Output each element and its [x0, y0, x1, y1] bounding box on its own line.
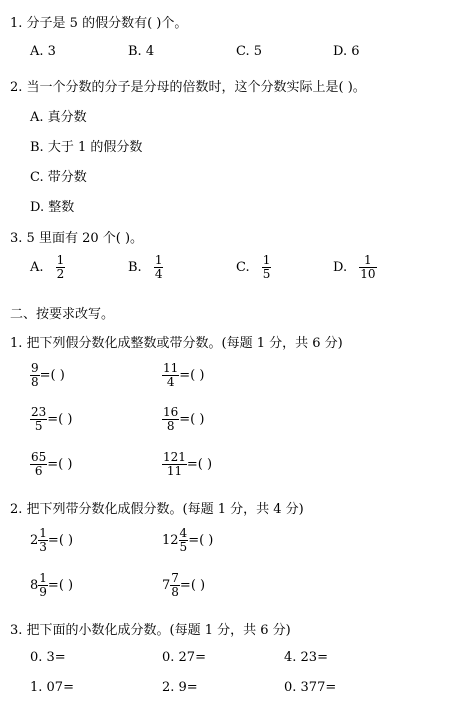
- numerator: 1: [39, 571, 47, 585]
- question-3-stem: 3. 5 里面有 20 个( )。: [10, 231, 144, 246]
- q1-option-b: B. 4: [128, 44, 155, 59]
- q3-option-b: [128, 254, 163, 281]
- p1-item-6: [162, 451, 212, 478]
- question-2-stem: 2. 当一个分数的分子是分母的倍数时，这个分数实际上是( )。: [10, 80, 366, 95]
- fraction: [162, 406, 179, 433]
- p2-item-1: [30, 527, 73, 554]
- numerator: 11: [163, 361, 179, 375]
- numerator: 1: [154, 253, 163, 267]
- q2-option-b: B. 大于 1 的假分数: [30, 140, 143, 155]
- numerator: 1: [262, 253, 271, 267]
- p1-item-2: [162, 362, 204, 389]
- fraction: [38, 527, 48, 554]
- fraction: [154, 254, 164, 281]
- numerator: 16: [163, 405, 179, 419]
- numerator: 1: [39, 526, 47, 540]
- question-1-stem: 1. 分子是 5 的假分数有( )个。: [10, 16, 188, 31]
- denominator: 8: [166, 419, 175, 433]
- fraction: [30, 451, 47, 478]
- denominator: 5: [34, 419, 43, 433]
- p3-item-2: 0. 27=: [162, 650, 206, 665]
- q1-option-d: D. 6: [333, 44, 360, 59]
- answer-blank: =( ): [179, 578, 206, 593]
- q2-option-d: D. 整数: [30, 200, 75, 215]
- numerator: 4: [179, 526, 188, 540]
- denominator: 11: [166, 464, 183, 478]
- p3-item-5: 2. 9=: [162, 680, 198, 695]
- whole-number: 2: [30, 533, 39, 548]
- denominator: 2: [56, 267, 65, 281]
- answer-blank: =( ): [179, 412, 205, 427]
- answer-blank: =( ): [47, 533, 74, 548]
- p2-item-2: [162, 527, 213, 554]
- denominator: 6: [34, 464, 43, 478]
- p1-item-4: [162, 406, 204, 433]
- denominator: 4: [166, 375, 175, 389]
- numerator: 1: [56, 253, 65, 267]
- fraction: [162, 451, 187, 478]
- part-3-stem: 3. 把下面的小数化成分数。(每题 1 分，共 6 分): [10, 623, 291, 638]
- numerator: 65: [31, 450, 47, 464]
- p3-item-6: 0. 377=: [284, 680, 337, 695]
- denominator: 5: [179, 540, 188, 554]
- q3-option-b-letter: B.: [128, 260, 142, 275]
- denominator: 10: [360, 267, 376, 281]
- p2-item-4: [162, 572, 205, 599]
- fraction: [38, 572, 48, 599]
- q2-option-c: C. 带分数: [30, 170, 87, 185]
- p3-item-1: 0. 3=: [30, 650, 66, 665]
- fraction: [170, 572, 180, 599]
- p1-item-1: [30, 362, 65, 389]
- p3-item-4: 1. 07=: [30, 680, 74, 695]
- p1-item-3: [30, 406, 72, 433]
- part-1-stem: 1. 把下列假分数化成整数或带分数。(每题 1 分，共 6 分): [10, 336, 343, 351]
- denominator: 4: [154, 267, 163, 281]
- q3-option-d: [333, 254, 377, 281]
- numerator: 7: [171, 571, 179, 585]
- part-2-stem: 2. 把下列带分数化成假分数。(每题 1 分，共 4 分): [10, 502, 304, 517]
- answer-blank: =( ): [188, 533, 214, 548]
- denominator: 3: [39, 540, 47, 554]
- fraction: [162, 362, 179, 389]
- numerator: 23: [31, 405, 47, 419]
- numerator: 9: [31, 361, 39, 375]
- q2-option-a: A. 真分数: [30, 110, 87, 125]
- q3-option-a-letter: A.: [30, 260, 44, 275]
- denominator: 8: [171, 585, 179, 599]
- numerator: 1: [359, 254, 376, 268]
- whole-number: 12: [162, 533, 179, 548]
- fraction: [30, 406, 47, 433]
- whole-number: 7: [162, 578, 171, 593]
- answer-blank: =( ): [47, 578, 74, 593]
- denominator: 8: [31, 375, 39, 389]
- whole-number: 8: [30, 578, 39, 593]
- q3-option-a: [30, 254, 65, 281]
- q3-option-d-letter: D.: [333, 260, 348, 275]
- fraction: [56, 254, 66, 281]
- answer-blank: =( ): [47, 412, 73, 427]
- section-2-title: 二、按要求改写。: [10, 307, 115, 322]
- q1-option-c: C. 5: [236, 44, 263, 59]
- answer-blank: =( ): [186, 457, 213, 472]
- fraction: [262, 254, 272, 281]
- answer-blank: =( ): [179, 368, 205, 383]
- answer-blank: =( ): [47, 457, 73, 472]
- fraction: [359, 254, 376, 281]
- q1-option-a: A. 3: [30, 44, 56, 59]
- denominator: 9: [39, 585, 47, 599]
- q3-option-c-letter: C.: [236, 260, 250, 275]
- p1-item-5: [30, 451, 72, 478]
- fraction: [179, 527, 189, 554]
- denominator: 5: [262, 267, 271, 281]
- answer-blank: =( ): [39, 368, 65, 383]
- p3-item-3: 4. 23=: [284, 650, 328, 665]
- p2-item-3: [30, 572, 73, 599]
- numerator: 121: [163, 450, 186, 464]
- q3-option-c: [236, 254, 271, 281]
- fraction: [30, 362, 40, 389]
